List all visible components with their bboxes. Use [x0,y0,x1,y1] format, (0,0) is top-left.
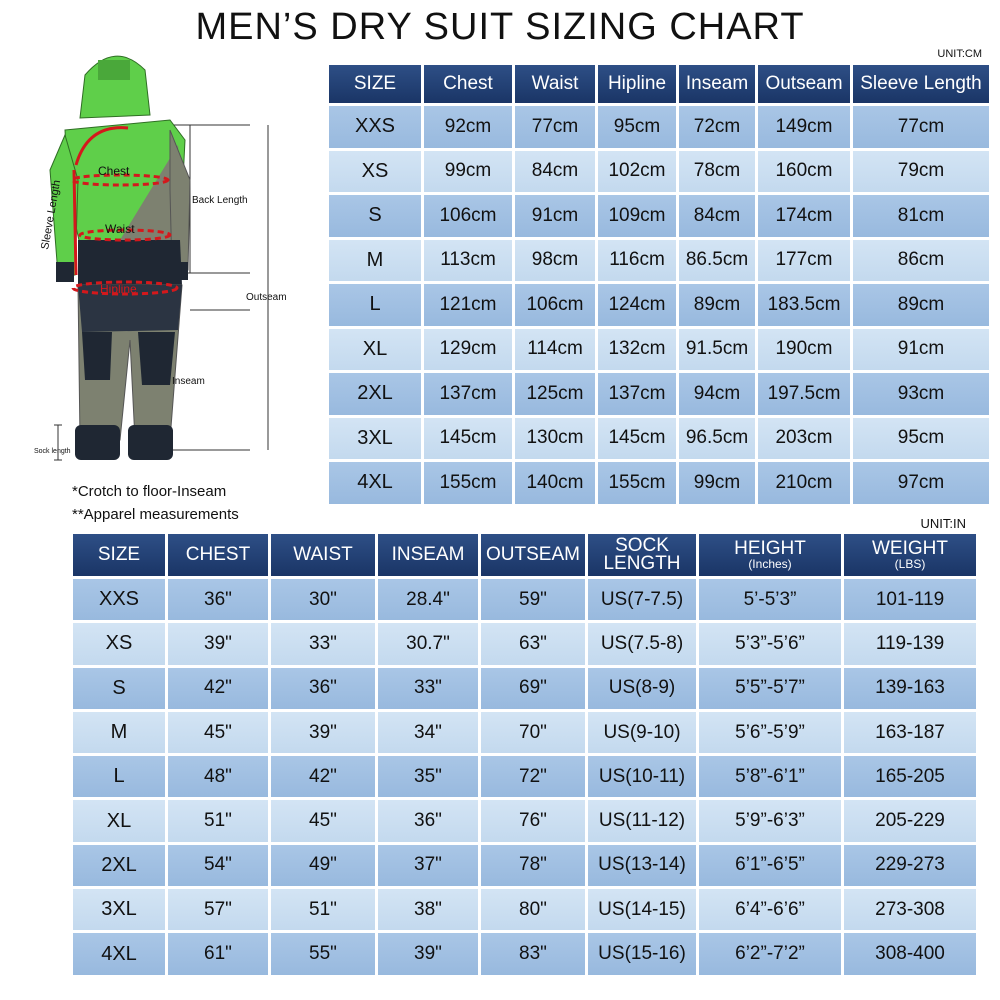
table-cell: 72cm [679,106,755,148]
page-title: MEN’S DRY SUIT SIZING CHART [195,6,805,48]
size-cell: 2XL [329,373,421,415]
size-cell: XXS [73,579,165,620]
table-cell: 84cm [679,195,755,237]
table-cell: 5’5”-5’7” [699,668,841,709]
table-row [329,106,989,148]
table-cell: 54" [168,845,268,886]
table-cell: 125cm [515,373,595,415]
table-cell: 55" [271,933,375,974]
size-cell: L [329,284,421,326]
table-cell: 139-163 [844,668,976,709]
table-cell: 78" [481,845,585,886]
table-cell: 83" [481,933,585,974]
height-header-line1: HEIGHT [734,538,806,559]
table-row [329,462,989,504]
table-cell: 165-205 [844,756,976,797]
table-cell: 98cm [515,240,595,282]
cm-header-outseam: Outseam [758,65,850,103]
table-row [73,933,976,974]
table-cell: 57" [168,889,268,930]
weight-header-line1: WEIGHT [872,538,948,559]
table-cell: 86.5cm [679,240,755,282]
table-row [329,418,989,460]
table-cell: 101-119 [844,579,976,620]
table-cell: 39" [168,623,268,664]
table-cell: 205-229 [844,800,976,841]
table-cell: 42" [168,668,268,709]
table-cell: 70" [481,712,585,753]
size-cell: 3XL [73,889,165,930]
size-cell: M [329,240,421,282]
table-cell: 30.7" [378,623,478,664]
table-cell: 116cm [598,240,676,282]
table-cell: 94cm [679,373,755,415]
table-cell: 132cm [598,329,676,371]
table-cell: 210cm [758,462,850,504]
table-cell: US(13-14) [588,845,696,886]
size-cell: XL [329,329,421,371]
table-cell: 34" [378,712,478,753]
in-header-size: SIZE [73,534,165,576]
table-cell: 163-187 [844,712,976,753]
weight-header-line2: (LBS) [894,557,926,571]
size-cell: XXS [329,106,421,148]
cm-header-sleeve: Sleeve Length [853,65,989,103]
back-length-label: Back Length [192,195,248,206]
sock-length-label: Sock length [34,448,71,455]
table-cell: 36" [271,668,375,709]
table-cell: 149cm [758,106,850,148]
table-cell: 93cm [853,373,989,415]
table-cell: 102cm [598,151,676,193]
table-cell: 99cm [679,462,755,504]
table-cell: 145cm [598,418,676,460]
waist-label: Waist [105,222,135,236]
table-cell: 121cm [424,284,512,326]
table-cell: 81cm [853,195,989,237]
size-cell: 4XL [73,933,165,974]
table-cell: 137cm [424,373,512,415]
table-cell: 229-273 [844,845,976,886]
table-cell: 36" [168,579,268,620]
table-cell: 45" [168,712,268,753]
table-cell: 5’9”-6’3” [699,800,841,841]
table-cell: 80" [481,889,585,930]
cm-header-row [329,65,989,103]
table-cell: 113cm [424,240,512,282]
table-cell: 106cm [424,195,512,237]
table-cell: 124cm [598,284,676,326]
table-cell: 119-139 [844,623,976,664]
size-cell: S [329,195,421,237]
table-cell: 84cm [515,151,595,193]
table-row [73,845,976,886]
chest-label: Chest [98,164,130,178]
table-cell: 203cm [758,418,850,460]
table-cell: 36" [378,800,478,841]
size-cell: M [73,712,165,753]
table-cell: 5’6”-5’9” [699,712,841,753]
table-cell: 91cm [853,329,989,371]
table-cell: 61" [168,933,268,974]
inseam-label: Inseam [172,376,205,387]
cm-header-inseam: Inseam [679,65,755,103]
table-row [329,329,989,371]
table-row [329,195,989,237]
table-cell: 95cm [853,418,989,460]
table-cell: 39" [378,933,478,974]
table-cell: 106cm [515,284,595,326]
in-size-table [70,531,979,978]
table-row [73,579,976,620]
table-cell: 35" [378,756,478,797]
table-cell: 42" [271,756,375,797]
table-cell: US(7.5-8) [588,623,696,664]
table-cell: 91.5cm [679,329,755,371]
table-cell: 129cm [424,329,512,371]
table-cell: 45" [271,800,375,841]
table-cell: 155cm [424,462,512,504]
table-cell: 97cm [853,462,989,504]
table-row [73,712,976,753]
table-cell: 308-400 [844,933,976,974]
cm-header-waist: Waist [515,65,595,103]
table-cell: 63" [481,623,585,664]
table-cell: 89cm [853,284,989,326]
unit-cm-label: UNIT:CM [937,48,982,60]
in-header-weight [844,534,976,576]
notes [72,480,239,526]
outseam-label: Outseam [246,292,287,303]
table-cell: US(10-11) [588,756,696,797]
table-cell: 79cm [853,151,989,193]
cm-header-size: SIZE [329,65,421,103]
table-cell: 69" [481,668,585,709]
table-cell: 77cm [853,106,989,148]
hipline-label: Hipline [100,282,137,296]
table-cell: 51" [271,889,375,930]
table-cell: 78cm [679,151,755,193]
size-cell: 2XL [73,845,165,886]
table-cell: 140cm [515,462,595,504]
table-cell: 6’4”-6’6” [699,889,841,930]
note-apparel: **Apparel measurements [72,506,239,523]
in-header-height [699,534,841,576]
table-cell: 91cm [515,195,595,237]
sock-header-line2: LENGTH [603,553,681,574]
height-header-line2: (Inches) [748,557,792,571]
cm-header-hipline: Hipline [598,65,676,103]
table-cell: US(9-10) [588,712,696,753]
table-cell: 155cm [598,462,676,504]
table-cell: 177cm [758,240,850,282]
table-cell: 37" [378,845,478,886]
sleeve-length-label: Sleeve Length [39,179,64,251]
table-row [73,889,976,930]
table-cell: 30" [271,579,375,620]
table-row [73,668,976,709]
cm-header-chest: Chest [424,65,512,103]
table-cell: 145cm [424,418,512,460]
size-cell: XS [73,623,165,664]
in-header-outseam: OUTSEAM [481,534,585,576]
table-cell: 5’8”-6’1” [699,756,841,797]
dry-suit-illustration [20,40,320,480]
table-cell: 51" [168,800,268,841]
table-cell: 59" [481,579,585,620]
table-cell: 76" [481,800,585,841]
in-header-sock-length [588,534,696,576]
table-row [329,151,989,193]
table-row [73,623,976,664]
in-header-chest: CHEST [168,534,268,576]
table-cell: 86cm [853,240,989,282]
table-cell: 183.5cm [758,284,850,326]
table-cell: 49" [271,845,375,886]
note-inseam: *Crotch to floor-Inseam [72,483,227,500]
in-header-inseam: INSEAM [378,534,478,576]
table-cell: 6’2”-7’2” [699,933,841,974]
table-cell: 33" [271,623,375,664]
size-cell: S [73,668,165,709]
table-cell: 5’3”-5’6” [699,623,841,664]
unit-in-label: UNIT:IN [920,516,966,531]
table-cell: 77cm [515,106,595,148]
table-cell: 39" [271,712,375,753]
in-header-row [73,534,976,576]
table-cell: 114cm [515,329,595,371]
table-row [329,240,989,282]
table-cell: 137cm [598,373,676,415]
table-cell: US(15-16) [588,933,696,974]
table-cell: 5’-5’3” [699,579,841,620]
table-cell: 72" [481,756,585,797]
dry-suit-figure [20,40,320,480]
table-cell: US(8-9) [588,668,696,709]
sock-header-line1: SOCK [615,535,669,556]
table-cell: 109cm [598,195,676,237]
table-cell: 273-308 [844,889,976,930]
size-cell: XL [73,800,165,841]
table-cell: US(14-15) [588,889,696,930]
cm-size-table [326,62,992,507]
table-cell: US(11-12) [588,800,696,841]
in-header-waist: WAIST [271,534,375,576]
size-cell: 4XL [329,462,421,504]
table-row [73,800,976,841]
table-cell: 95cm [598,106,676,148]
size-cell: 3XL [329,418,421,460]
table-cell: 160cm [758,151,850,193]
table-cell: 190cm [758,329,850,371]
table-cell: 92cm [424,106,512,148]
table-cell: 96.5cm [679,418,755,460]
size-cell: XS [329,151,421,193]
table-cell: 38" [378,889,478,930]
table-cell: 33" [378,668,478,709]
table-cell: 174cm [758,195,850,237]
table-cell: 89cm [679,284,755,326]
table-row [329,284,989,326]
table-cell: 28.4" [378,579,478,620]
size-cell: L [73,756,165,797]
table-cell: 48" [168,756,268,797]
table-cell: 130cm [515,418,595,460]
table-row [73,756,976,797]
table-row [329,373,989,415]
table-cell: 99cm [424,151,512,193]
table-cell: US(7-7.5) [588,579,696,620]
table-cell: 6’1”-6’5” [699,845,841,886]
table-cell: 197.5cm [758,373,850,415]
